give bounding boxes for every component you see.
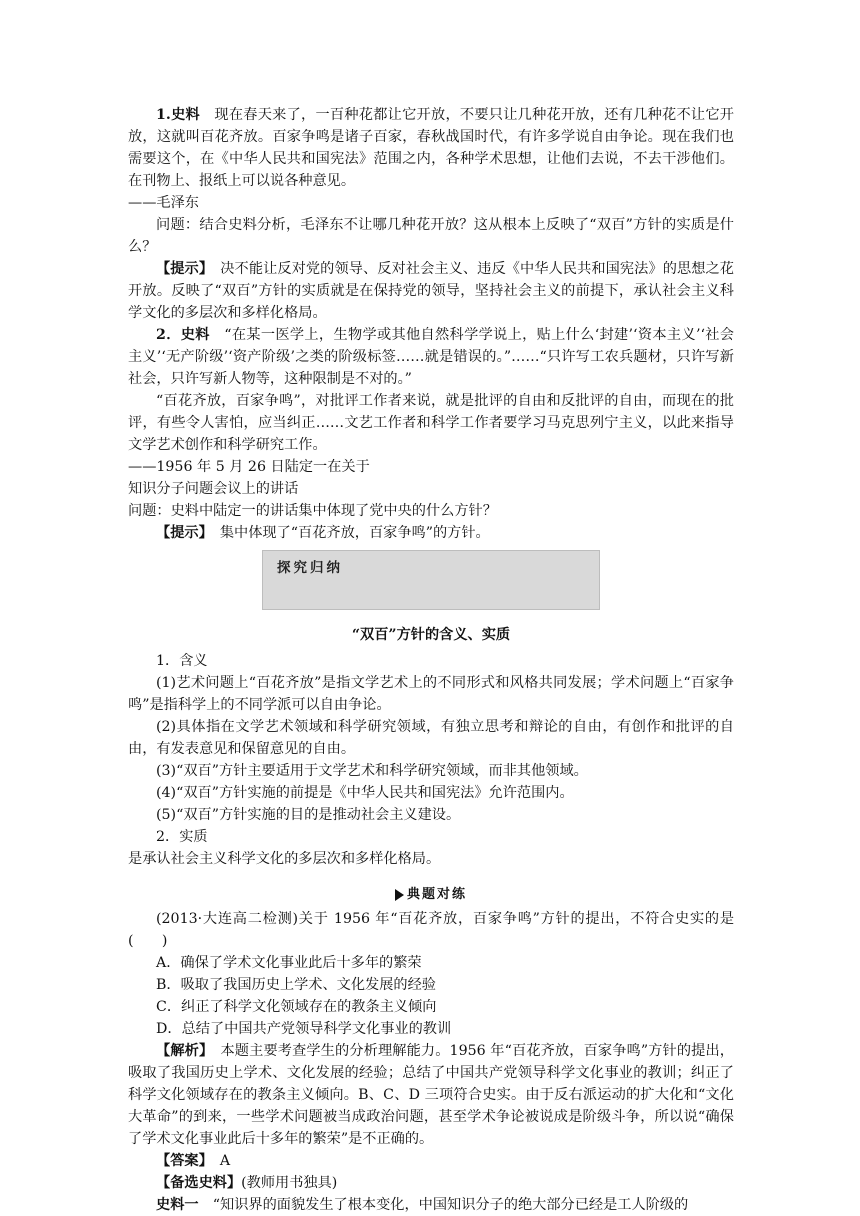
- q1-source: ——毛泽东: [128, 195, 199, 211]
- q1-hint: [128, 258, 734, 324]
- q2-text2: “百花齐放，百家争鸣”，对批评工作者来说，就是批评的自由和反批评的自由，而现在的批评，有些令人害怕，应当纠正……文艺工作者和科学工作者要学习马克思列宁主义，以此来指导文学艺术创作和科学研究工作。: [128, 393, 734, 453]
- extra-label: 【备选史料】: [156, 1175, 242, 1191]
- q1-material: [128, 104, 734, 192]
- summary-h1: 1．含义: [156, 653, 208, 669]
- practice-option: C．纠正了科学文化领域存在的教条主义倾向: [156, 999, 437, 1015]
- practice-option: D．总结了中国共产党领导科学文化事业的教训: [156, 1021, 452, 1037]
- summary-title: “双百”方针的含义、实质: [351, 627, 511, 643]
- summary-item: (1)艺术问题上“百花齐放”是指文学艺术上的不同形式和风格共同发展；学术问题上“百家争鸣”是指科学上的不同学派可以自由争论。: [128, 675, 734, 713]
- summary-item: (4)“双百”方针实施的前提是《中华人民共和国宪法》允许范围内。: [156, 785, 574, 801]
- q1-text: 现在春天来了，一百种花都让它开放，不要只让几种花开放，还有几种花不让它开放，这就叫百花齐放。百家争鸣是诸子百家，春秋战国时代，有许多学说自由争论。现在我们也需要这个，在《中华人民共和国宪法》范围之内，各种学术思想，让他们去说，不去干涉他们。在刊物上、报纸上可以说各种意见。: [128, 107, 734, 189]
- q2-hint-label: 【提示】: [156, 525, 206, 541]
- q2-text1: “在某一医学上，生物学或其他自然科学学说上，贴上什么‘封建’‘资本主义’‘社会主义’‘无产阶级’‘资产阶级’之类的阶级标签……就是错误的。”……“只许写工农兵题材，只许写新社会，只许写新人物等，这种限制是不对的。”: [128, 327, 734, 387]
- q2-hint: [128, 522, 734, 544]
- q2-source2: 知识分子问题会议上的讲话: [128, 481, 299, 497]
- inquiry-box-title: 探究归纳: [277, 560, 343, 576]
- summary-essence: 是承认社会主义科学文化的多层次和多样化格局。: [128, 851, 441, 867]
- extra-material-heading: [128, 1172, 734, 1194]
- practice-option: A．确保了学术文化事业此后十多年的繁荣: [156, 955, 422, 971]
- material-one: [128, 1194, 734, 1216]
- practice-banner-label: 典题对练: [406, 887, 467, 902]
- q1-question: 问题：结合史料分析，毛泽东不让哪几种花开放？这从根本上反映了“双百”方针的实质是什么？: [128, 217, 734, 255]
- q1-hint-label: 【提示】: [156, 261, 206, 277]
- q2-label: 2．史料: [156, 327, 210, 343]
- q1-hint-text: 决不能让反对党的领导、反对社会主义、违反《中华人民共和国宪法》的思想之花开放。反映了“双百”方针的实质就是在保持党的领导，坚持社会主义的前提下，承认社会主义科学文化的多层次和多样化格局。: [128, 261, 734, 321]
- extra-note: (教师用书独具): [241, 1175, 338, 1191]
- summary-item: (3)“双百”方针主要适用于文学艺术和科学研究领域，而非其他领域。: [156, 763, 588, 779]
- q1-label: 1.史料: [156, 107, 200, 123]
- q2-question: 问题：史料中陆定一的讲话集中体现了党中央的什么方针？: [128, 503, 497, 519]
- summary-h2: 2．实质: [156, 829, 208, 845]
- summary-item: (5)“双百”方针实施的目的是推动社会主义建设。: [156, 807, 461, 823]
- answer-text: A: [205, 1153, 231, 1169]
- summary-item: (2)具体指在文学艺术领域和科学研究领域，有独立思考和辩论的自由，有创作和批评的自由，有发表意见和保留意见的自由。: [128, 719, 734, 757]
- analysis-text: 本题主要考查学生的分析理解能力。1956 年“百花齐放，百家争鸣”方针的提出，吸取了我国历史上学术、文化发展的经验；总结了中国共产党领导科学文化事业的教训；纠正了科学文化领域存在的教条主义倾向。B、C、D 三项符合史实。由于反右派运动的扩大化和“文化大革命”的到来，一些学术问题被当成政治问题，甚至学术争论被说成是阶级斗争，所以说“确保了学术文化事业此后十多年的繁荣”是不正确的。: [128, 1043, 734, 1147]
- analysis-label: 【解析】: [156, 1043, 207, 1059]
- practice-source-tag: (2013·大连高二检测): [156, 911, 299, 927]
- inquiry-box-wrap: [128, 550, 734, 610]
- practice-banner: [128, 884, 734, 906]
- material-text: “知识界的面貌发生了根本变化，中国知识分子的绝大部分已经是工人阶级的: [198, 1197, 689, 1213]
- answer-label: 【答案】: [156, 1153, 206, 1169]
- q2-material: [128, 324, 734, 390]
- content: [128, 104, 734, 1216]
- practice-analysis: [128, 1040, 734, 1150]
- practice-option: B．吸取了我国历史上学术、文化发展的经验: [156, 977, 436, 993]
- q2-hint-text: 集中体现了“百花齐放，百家争鸣”的方针。: [205, 525, 490, 541]
- triangle-icon: [395, 889, 404, 901]
- q2-source1: ——1956 年 5 月 26 日陆定一在关于: [128, 459, 370, 475]
- inquiry-box: [262, 550, 600, 610]
- practice-stem-text: 关于 1956 年“百花齐放，百家争鸣”方针的提出，不符合史实的是( ): [128, 911, 735, 949]
- material-label: 史料一: [156, 1197, 199, 1213]
- practice-answer: [128, 1150, 734, 1172]
- practice-stem: [128, 908, 734, 952]
